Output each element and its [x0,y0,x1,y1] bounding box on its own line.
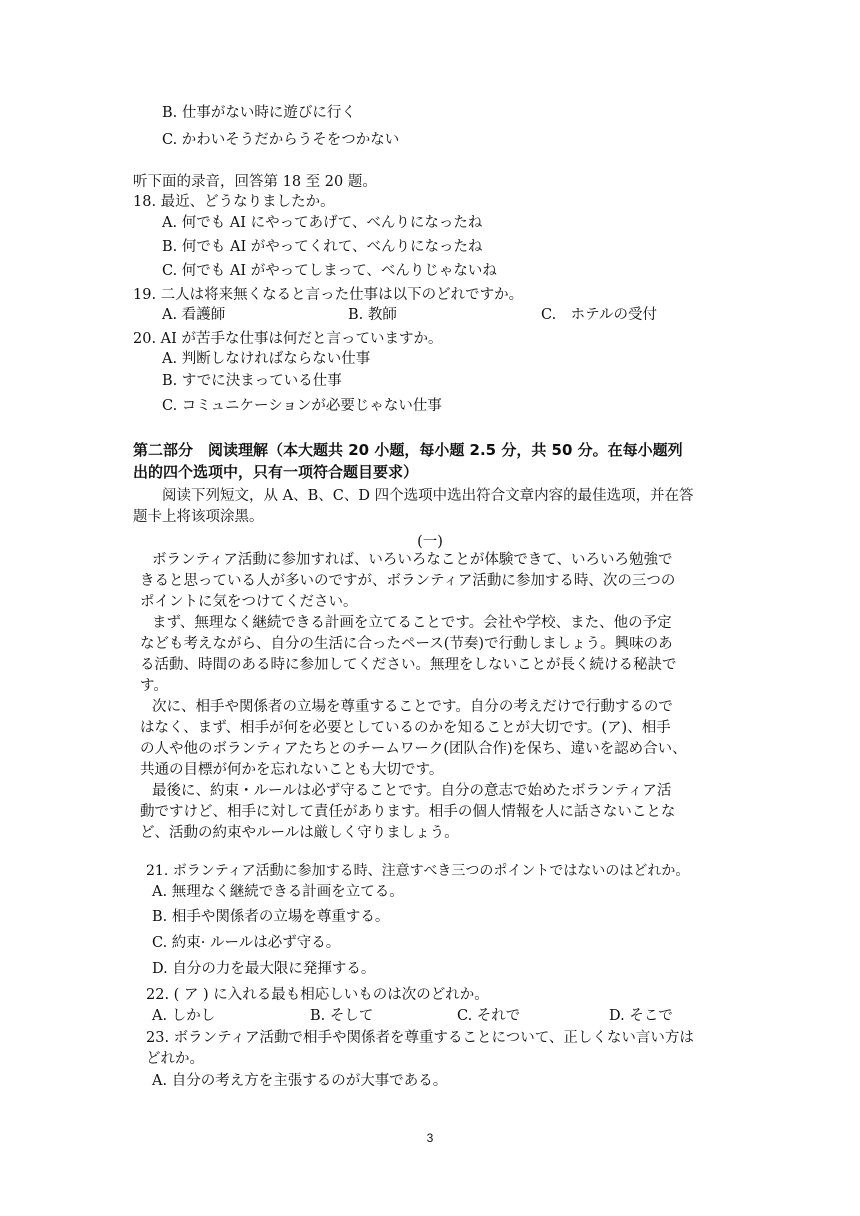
q21-option-c: C. 約束· ルールは必ず守る。 [152,935,341,951]
part2-instruction-line1: 阅读下列短文，从 A、B、C、D 四个选项中选出符合文章内容的最佳选项，并在答 [162,488,694,504]
passage-line: 最後に、約束・ルールは必ず守ることです。自分の意志で始めたボランティア活 [152,783,672,799]
q21-option-b: B. 相手や関係者の立場を尊重する。 [152,909,390,925]
q22-option-c: C. それで [457,1008,521,1024]
q18-option-c: C. 何でも AI がやってしまって、べんりじゃないね [162,263,497,279]
q22-option-d: D. そこで [609,1008,673,1024]
q19-stem: 19. 二人は将来無くなると言った仕事は以下のどれですか。 [133,287,524,303]
q20-option-b: B. すでに決まっている仕事 [162,373,342,389]
passage-line: なども考えながら、自分の生活に合ったペース(节奏)で行動しましょう。興味のあ [140,636,673,652]
q21-option-a: A. 無理なく継続できる計画を立てる。 [152,884,404,900]
q21-stem: 21. ボランティア活動に参加する時、注意すべき三つのポイントではないのはどれか。 [146,863,690,879]
section-label: (一) [417,534,443,550]
q20-option-c: C. コミュニケーションが必要じゃない仕事 [162,398,442,414]
passage-line: きると思っている人が多いのですが、ボランティア活動に参加する時、次の三つの [140,573,676,589]
q17-option-c: C. かわいそうだからうそをつかない [162,132,400,148]
passage-line: はなく、まず、相手が何を必要としているのかを知ることが大切です。(ア)、相手 [140,720,671,736]
q20-option-a: A. 判断しなければならない仕事 [162,351,371,367]
q23-option-a: A. 自分の考え方を主張するのが大事である。 [152,1073,448,1089]
q18-option-a: A. 何でも AI にやってあげて、べんりになったね [162,215,483,231]
q19-option-b: B. 教師 [348,307,397,323]
q19-option-c: C. ホテルの受付 [541,307,657,323]
passage-line: まず、無理なく継続できる計画を立てることです。会社や学校、また、他の予定 [152,615,672,631]
part2-instruction-line2: 题卡上将该项涂黑。 [133,509,264,525]
q22-option-a: A. しかし [152,1008,216,1024]
q18-option-b: B. 何でも AI がやってくれて、べんりになったね [162,239,483,255]
passage-line: す。 [140,678,168,694]
page-number: 3 [426,1131,434,1145]
passage-line: ど、活動の約束やルールは厳しく守りましょう。 [140,825,459,841]
q22-option-b: B. そして [310,1008,374,1024]
passage-line: ボランティア活動に参加すれば、いろいろなことが体験できて、いろいろ勉強で [152,552,673,568]
passage-line: 共通の目標が何かを忘れないことも大切です。 [140,762,444,778]
passage-line: 次に、相手や関係者の立場を尊重することです。自分の考えだけで行動するので [152,699,673,715]
q19-option-a: A. 看護師 [162,307,226,323]
passage-line: 動ですけど、相手に対して責任があります。相手の個人情報を人に話さないことな [140,804,676,820]
q20-stem: 20. AI が苦手な仕事は何だと言っていますか。 [133,331,443,347]
q22-stem: 22. ( ア ) に入れる最も相応しいものは次のどれか。 [146,987,489,1003]
q17-option-b: B. 仕事がない時に遊びに行く [162,105,356,121]
listening-instruction: 听下面的录音，回答第 18 至 20 题。 [133,174,377,190]
part2-heading-line1: 第二部分 阅读理解（本大题共 20 小题，每小题 2.5 分，共 50 分。在每小题列 [133,441,683,459]
q18-stem: 18. 最近、どうなりましたか。 [133,194,335,210]
q23-stem-line2: どれか。 [146,1051,204,1067]
q21-option-d: D. 自分の力を最大限に発揮する。 [152,961,376,977]
part2-heading-line2: 出的四个选项中，只有一项符合题目要求） [133,463,419,481]
passage-line: の人や他のボランティアたちとのチームワーク(团队合作)を保ち、違いを認め合い、 [140,741,687,757]
passage-line: ポイントに気をつけてください。 [140,594,358,610]
q23-stem-line1: 23. ボランティア活動で相手や関係者を尊重することについて、正しくない言い方は [146,1030,694,1046]
passage-line: る活動、時間のある時に参加してください。無理をしないことが長く続ける秘訣で [140,657,677,673]
